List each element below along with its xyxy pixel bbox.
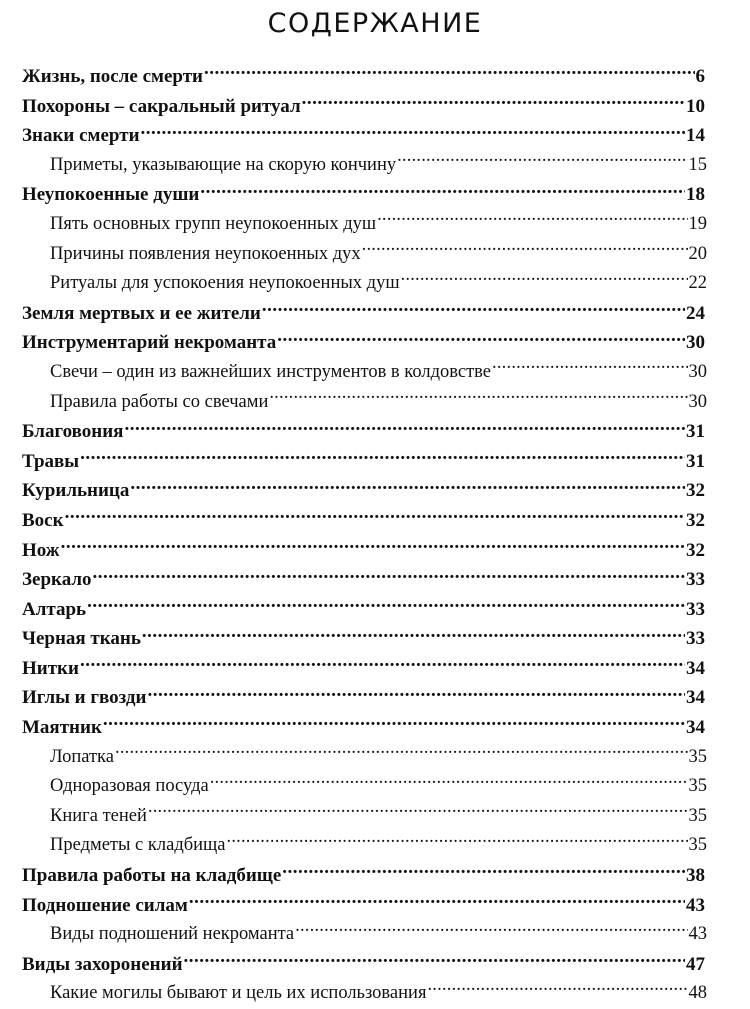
- toc-subsection-entry: [0, 358, 750, 388]
- toc-subsection-entry: [0, 743, 750, 773]
- dot-leader: [184, 951, 685, 970]
- page-title: СОДЕРЖАНИЕ: [267, 8, 483, 39]
- toc-page-number: 30: [688, 391, 707, 412]
- toc-entry-title: Знаки смерти: [22, 125, 140, 147]
- dot-leader: [103, 714, 685, 733]
- toc-entry-title: Зеркало: [22, 569, 92, 591]
- toc-entry-title: Курильница: [22, 480, 130, 502]
- toc-page-number: 14: [686, 125, 705, 147]
- toc-page-number: 10: [686, 95, 705, 117]
- dot-leader: [200, 181, 685, 200]
- toc-page-number: 19: [688, 213, 707, 234]
- toc-subsection-entry: [0, 831, 750, 861]
- dot-leader: [65, 507, 685, 526]
- toc-chapter-entry: [0, 861, 750, 891]
- dot-leader: [401, 270, 688, 289]
- toc-entry-title: Нитки: [22, 657, 79, 679]
- toc-page-number: 20: [688, 243, 707, 264]
- table-of-contents: [0, 62, 750, 1009]
- toc-entry-title: Нож: [22, 539, 60, 561]
- toc-entry-title: Благовония: [22, 421, 124, 443]
- dot-leader: [115, 743, 688, 762]
- toc-page-number: 22: [688, 273, 707, 294]
- toc-page-number: 31: [686, 450, 705, 472]
- toc-entry-title: Иглы и гвозди: [22, 687, 147, 709]
- toc-entry-title: Виды подношений некроманта: [50, 924, 295, 945]
- dot-leader: [80, 448, 685, 467]
- dot-leader: [80, 655, 685, 674]
- toc-entry-title: Похороны – сакральный ритуал: [22, 95, 301, 117]
- toc-page-number: 32: [686, 480, 705, 502]
- dot-leader: [189, 892, 685, 911]
- toc-page-number: 43: [688, 924, 707, 945]
- toc-entry-title: Приметы, указывающие на скорую кончину: [50, 154, 397, 175]
- dot-leader: [427, 980, 687, 999]
- toc-chapter-entry: [0, 595, 750, 625]
- dot-leader: [282, 862, 685, 881]
- dot-leader: [492, 358, 687, 377]
- toc-chapter-entry: [0, 950, 750, 980]
- dot-leader: [277, 329, 685, 348]
- toc-subsection-entry: [0, 151, 750, 181]
- toc-entry-title: Предметы с кладбища: [50, 835, 226, 856]
- toc-entry-title: Жизнь, после смерти: [22, 66, 203, 87]
- toc-subsection-entry: [0, 388, 750, 418]
- toc-entry-title: Пять основных групп неупокоенных душ: [50, 213, 377, 234]
- dot-leader: [124, 418, 685, 437]
- toc-chapter-entry: [0, 92, 750, 122]
- toc-page-number: 18: [686, 184, 705, 206]
- toc-entry-title: Какие могилы бывают и цель их использования: [50, 983, 427, 1004]
- toc-entry-title: Причины появления неупокоенных дух: [50, 243, 361, 264]
- dot-leader: [377, 210, 687, 229]
- toc-page-number: 34: [686, 687, 705, 709]
- toc-chapter-entry: [0, 417, 750, 447]
- toc-chapter-entry: [0, 62, 750, 92]
- toc-entry-title: Подношение силам: [22, 894, 188, 916]
- toc-chapter-entry: [0, 654, 750, 684]
- toc-page-number: 32: [686, 509, 705, 531]
- dot-leader: [295, 921, 687, 940]
- dot-leader: [87, 596, 685, 615]
- toc-chapter-entry: [0, 624, 750, 654]
- toc-page-number: 32: [686, 539, 705, 561]
- toc-entry-title: Ритуалы для успокоения неупокоенных душ: [50, 273, 400, 294]
- toc-chapter-entry: [0, 536, 750, 566]
- toc-chapter-entry: [0, 476, 750, 506]
- dot-leader: [93, 566, 685, 585]
- dot-leader: [130, 477, 685, 496]
- toc-page-number: 30: [688, 361, 707, 382]
- dot-leader: [142, 625, 685, 644]
- toc-entry-title: Правила работы на кладбище: [22, 865, 282, 887]
- dot-leader: [397, 151, 687, 170]
- toc-subsection-entry: [0, 772, 750, 802]
- toc-page-number: 43: [686, 894, 705, 916]
- toc-page-number: 31: [686, 421, 705, 443]
- toc-page-number: 33: [686, 628, 705, 650]
- toc-entry-title: Неупокоенные души: [22, 184, 200, 206]
- dot-leader: [61, 537, 685, 556]
- toc-entry-title: Свечи – один из важнейших инструментов в колдовстве: [50, 361, 492, 382]
- toc-page-number: 48: [688, 983, 707, 1004]
- toc-chapter-entry: [0, 713, 750, 743]
- toc-page-number: 35: [688, 776, 707, 797]
- toc-entry-title: Виды захоронений: [22, 953, 183, 975]
- toc-page-number: 24: [686, 302, 705, 324]
- toc-page-number: 35: [688, 805, 707, 826]
- dot-leader: [362, 240, 688, 259]
- toc-page-number: 38: [686, 865, 705, 887]
- toc-subsection-entry: [0, 802, 750, 832]
- toc-entry-title: Земля мертвых и ее жители: [22, 302, 261, 324]
- toc-entry-title: Книга теней: [50, 805, 147, 826]
- toc-page-number: 33: [686, 598, 705, 620]
- toc-page-number: 15: [688, 154, 707, 175]
- toc-subsection-entry: [0, 210, 750, 240]
- toc-entry-title: Лопатка: [50, 746, 114, 767]
- dot-leader: [148, 684, 686, 703]
- toc-entry-title: Алтарь: [22, 598, 87, 620]
- toc-entry-title: Черная ткань: [22, 628, 141, 650]
- dot-leader: [269, 388, 687, 407]
- toc-page-number: 30: [686, 332, 705, 354]
- toc-chapter-entry: [0, 683, 750, 713]
- toc-entry-title: Воск: [22, 509, 64, 531]
- toc-page-number: 35: [688, 746, 707, 767]
- toc-page-number: 33: [686, 569, 705, 591]
- toc-chapter-entry: [0, 506, 750, 536]
- toc-chapter-entry: [0, 299, 750, 329]
- dot-leader: [302, 93, 685, 112]
- toc-entry-title: Инструментарий некроманта: [22, 332, 277, 354]
- toc-subsection-entry: [0, 979, 750, 1009]
- toc-page-number: 35: [688, 835, 707, 856]
- toc-page-number: 6: [695, 66, 705, 87]
- toc-entry-title: Травы: [22, 450, 80, 472]
- toc-subsection-entry: [0, 920, 750, 950]
- toc-page-number: 47: [686, 953, 705, 975]
- toc-subsection-entry: [0, 240, 750, 270]
- dot-leader: [210, 773, 688, 792]
- dot-leader: [204, 63, 695, 82]
- toc-subsection-entry: [0, 269, 750, 299]
- toc-entry-title: Маятник: [22, 717, 102, 739]
- toc-chapter-entry: [0, 447, 750, 477]
- toc-chapter-entry: [0, 891, 750, 921]
- toc-entry-title: Одноразовая посуда: [50, 776, 209, 797]
- dot-leader: [262, 300, 685, 319]
- toc-chapter-entry: [0, 121, 750, 151]
- toc-page-number: 34: [686, 717, 705, 739]
- dot-leader: [148, 802, 688, 821]
- toc-chapter-entry: [0, 565, 750, 595]
- dot-leader: [227, 832, 688, 851]
- toc-chapter-entry: [0, 180, 750, 210]
- toc-chapter-entry: [0, 328, 750, 358]
- dot-leader: [141, 122, 685, 141]
- toc-entry-title: Правила работы со свечами: [50, 391, 269, 412]
- toc-page-number: 34: [686, 657, 705, 679]
